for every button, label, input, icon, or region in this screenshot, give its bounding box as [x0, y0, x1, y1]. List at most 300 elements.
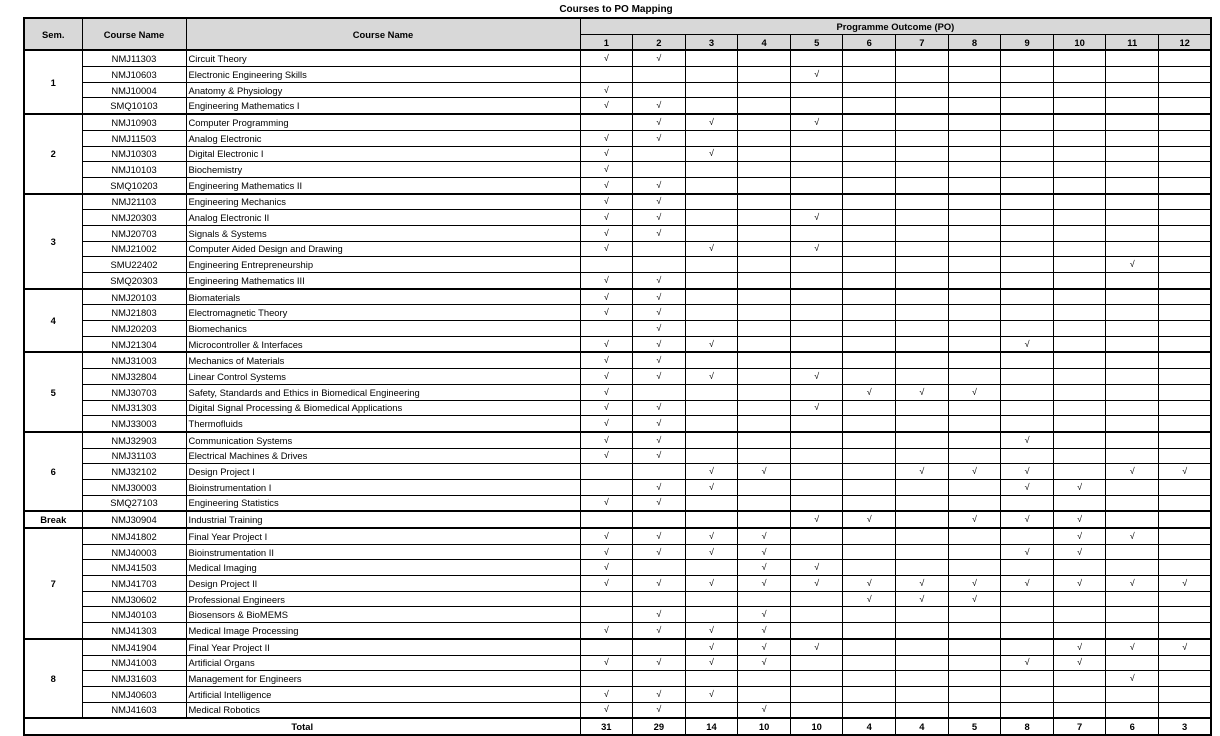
- po-cell: [1159, 369, 1212, 385]
- po-cell: [1053, 671, 1106, 687]
- po-cell: [1053, 241, 1106, 257]
- po-cell: [1159, 623, 1212, 639]
- po-cell: [1106, 146, 1159, 162]
- po-cell: [1106, 702, 1159, 718]
- po-cell: [790, 495, 843, 511]
- po-cell: [1159, 560, 1212, 576]
- total-value: 4: [896, 718, 949, 735]
- po-cell: [685, 67, 738, 83]
- tick-mark: √: [633, 289, 686, 305]
- tick-mark: √: [790, 400, 843, 416]
- po-cell: [1053, 432, 1106, 448]
- po-cell: [1159, 511, 1212, 528]
- po-cell: [1053, 257, 1106, 273]
- po-cell: [790, 416, 843, 432]
- course-code-cell: NMJ10303: [82, 146, 186, 162]
- table-row: [24, 210, 1211, 226]
- course-name-cell: Medical Image Processing: [186, 623, 580, 639]
- po-cell: [843, 130, 896, 146]
- tick-mark: √: [633, 528, 686, 544]
- course-code-cell: NMJ32804: [82, 369, 186, 385]
- po-cell: [1001, 194, 1054, 210]
- total-value: 7: [1053, 718, 1106, 735]
- po-cell: [1106, 607, 1159, 623]
- table-row: [24, 607, 1211, 623]
- total-value: 10: [738, 718, 791, 735]
- po-cell: [948, 369, 1001, 385]
- tick-mark: √: [580, 82, 633, 98]
- po-cell: [738, 177, 791, 193]
- po-cell: [843, 289, 896, 305]
- po-cell: [896, 495, 949, 511]
- course-name-cell: Design Project I: [186, 464, 580, 480]
- po-cell: [790, 130, 843, 146]
- total-value: 5: [948, 718, 1001, 735]
- tick-mark: √: [580, 384, 633, 400]
- po-cell: [1001, 671, 1054, 687]
- semester-cell: 6: [24, 432, 82, 511]
- po-cell: [738, 130, 791, 146]
- po-cell: [633, 67, 686, 83]
- po-cell: [896, 544, 949, 560]
- po-cell: [1159, 114, 1212, 130]
- table-row: [24, 336, 1211, 352]
- po-cell: [1053, 623, 1106, 639]
- po-cell: [685, 702, 738, 718]
- tick-mark: √: [633, 544, 686, 560]
- po-cell: [1053, 67, 1106, 83]
- po-cell: [1053, 210, 1106, 226]
- tick-mark: √: [1001, 655, 1054, 671]
- po-cell: [1106, 384, 1159, 400]
- po-cell: [896, 352, 949, 368]
- course-code-cell: NMJ41904: [82, 639, 186, 655]
- course-name-cell: Anatomy & Physiology: [186, 82, 580, 98]
- po-cell: [948, 225, 1001, 241]
- po-number-header: 2: [633, 34, 686, 50]
- tick-mark: √: [790, 210, 843, 226]
- po-cell: [633, 146, 686, 162]
- po-cell: [896, 369, 949, 385]
- po-cell: [1159, 384, 1212, 400]
- po-cell: [738, 479, 791, 495]
- total-value: 31: [580, 718, 633, 735]
- po-cell: [843, 560, 896, 576]
- po-cell: [1106, 369, 1159, 385]
- tick-mark: √: [580, 273, 633, 289]
- course-code-cell: NMJ20303: [82, 210, 186, 226]
- tick-mark: √: [633, 321, 686, 337]
- tick-mark: √: [896, 591, 949, 607]
- po-cell: [948, 82, 1001, 98]
- po-number-header: 8: [948, 34, 1001, 50]
- po-cell: [896, 177, 949, 193]
- tick-mark: √: [1106, 464, 1159, 480]
- po-cell: [948, 448, 1001, 464]
- po-cell: [790, 479, 843, 495]
- total-value: 6: [1106, 718, 1159, 735]
- po-cell: [685, 495, 738, 511]
- po-cell: [1159, 146, 1212, 162]
- tick-mark: √: [580, 194, 633, 210]
- po-cell: [896, 416, 949, 432]
- tick-mark: √: [633, 369, 686, 385]
- po-cell: [685, 400, 738, 416]
- tick-mark: √: [1053, 655, 1106, 671]
- po-cell: [896, 114, 949, 130]
- po-cell: [1106, 686, 1159, 702]
- po-cell: [1053, 464, 1106, 480]
- po-cell: [580, 67, 633, 83]
- tick-mark: √: [580, 177, 633, 193]
- course-code-cell: SMQ10203: [82, 177, 186, 193]
- po-cell: [738, 511, 791, 528]
- po-cell: [948, 289, 1001, 305]
- po-cell: [896, 528, 949, 544]
- table-body: [24, 50, 1211, 735]
- po-number-header: 12: [1159, 34, 1212, 50]
- tick-mark: √: [633, 273, 686, 289]
- po-cell: [685, 448, 738, 464]
- table-row: [24, 177, 1211, 193]
- po-cell: [1159, 416, 1212, 432]
- po-number-header: 4: [738, 34, 791, 50]
- tick-mark: √: [1106, 257, 1159, 273]
- tick-mark: √: [580, 416, 633, 432]
- tick-mark: √: [1106, 576, 1159, 592]
- po-cell: [738, 225, 791, 241]
- po-cell: [1159, 655, 1212, 671]
- table-row: [24, 464, 1211, 480]
- po-cell: [633, 162, 686, 178]
- tick-mark: √: [685, 528, 738, 544]
- tick-mark: √: [948, 384, 1001, 400]
- course-name-cell: Bioinstrumentation II: [186, 544, 580, 560]
- tick-mark: √: [738, 655, 791, 671]
- po-cell: [948, 400, 1001, 416]
- course-code-cell: NMJ10603: [82, 67, 186, 83]
- po-cell: [738, 369, 791, 385]
- tick-mark: √: [685, 576, 738, 592]
- po-cell: [738, 146, 791, 162]
- po-number-header: 7: [896, 34, 949, 50]
- po-cell: [896, 273, 949, 289]
- tick-mark: √: [633, 495, 686, 511]
- tick-mark: √: [580, 352, 633, 368]
- semester-cell: 1: [24, 50, 82, 114]
- tick-mark: √: [685, 146, 738, 162]
- po-cell: [1106, 241, 1159, 257]
- po-cell: [948, 671, 1001, 687]
- po-cell: [738, 591, 791, 607]
- semester-cell: 3: [24, 194, 82, 289]
- po-cell: [843, 416, 896, 432]
- po-cell: [896, 305, 949, 321]
- semester-cell: 5: [24, 352, 82, 431]
- tick-mark: √: [580, 655, 633, 671]
- tick-mark: √: [1106, 528, 1159, 544]
- po-cell: [1159, 591, 1212, 607]
- course-code-cell: NMJ31603: [82, 671, 186, 687]
- po-cell: [685, 194, 738, 210]
- po-cell: [1159, 544, 1212, 560]
- course-code-cell: NMJ30703: [82, 384, 186, 400]
- sem-header: Sem.: [24, 18, 82, 50]
- po-cell: [790, 528, 843, 544]
- course-code-cell: NMJ21803: [82, 305, 186, 321]
- table-row: [24, 384, 1211, 400]
- po-cell: [1001, 289, 1054, 305]
- po-cell: [1001, 67, 1054, 83]
- po-cell: [948, 432, 1001, 448]
- po-cell: [790, 321, 843, 337]
- po-cell: [790, 257, 843, 273]
- total-value: 4: [843, 718, 896, 735]
- table-row: [24, 257, 1211, 273]
- po-cell: [790, 448, 843, 464]
- table-row: [24, 686, 1211, 702]
- po-cell: [1159, 432, 1212, 448]
- table-row: [24, 400, 1211, 416]
- po-cell: [1001, 528, 1054, 544]
- po-cell: [1053, 416, 1106, 432]
- po-cell: [1001, 560, 1054, 576]
- po-cell: [1053, 305, 1106, 321]
- po-cell: [843, 448, 896, 464]
- tick-mark: √: [738, 544, 791, 560]
- table-row: [24, 352, 1211, 368]
- tick-mark: √: [685, 479, 738, 495]
- course-code-cell: NMJ32903: [82, 432, 186, 448]
- po-cell: [948, 544, 1001, 560]
- po-cell: [790, 162, 843, 178]
- course-name-cell: Engineering Statistics: [186, 495, 580, 511]
- po-cell: [790, 273, 843, 289]
- tick-mark: √: [790, 67, 843, 83]
- po-cell: [790, 50, 843, 66]
- po-cell: [1106, 336, 1159, 352]
- po-cell: [1053, 495, 1106, 511]
- semester-cell: 2: [24, 114, 82, 193]
- tick-mark: √: [790, 369, 843, 385]
- table-row: [24, 114, 1211, 130]
- course-code-cell: NMJ20203: [82, 321, 186, 337]
- course-name-cell: Final Year Project II: [186, 639, 580, 655]
- po-cell: [1001, 384, 1054, 400]
- po-cell: [896, 194, 949, 210]
- table-row: [24, 162, 1211, 178]
- po-cell: [1159, 495, 1212, 511]
- po-cell: [580, 607, 633, 623]
- table-row: [24, 671, 1211, 687]
- table-row: [24, 495, 1211, 511]
- po-cell: [1159, 305, 1212, 321]
- po-cell: [1159, 321, 1212, 337]
- po-cell: [790, 544, 843, 560]
- course-code-cell: NMJ21103: [82, 194, 186, 210]
- table-row: [24, 702, 1211, 718]
- po-cell: [896, 336, 949, 352]
- po-cell: [1053, 225, 1106, 241]
- po-cell: [948, 655, 1001, 671]
- course-name-cell: Electronic Engineering Skills: [186, 67, 580, 83]
- po-cell: [790, 352, 843, 368]
- course-name-cell: Communication Systems: [186, 432, 580, 448]
- course-code-cell: NMJ40003: [82, 544, 186, 560]
- po-cell: [1053, 369, 1106, 385]
- po-cell: [1159, 225, 1212, 241]
- po-cell: [685, 511, 738, 528]
- po-cell: [1106, 400, 1159, 416]
- po-cell: [948, 702, 1001, 718]
- course-name-cell: Electromagnetic Theory: [186, 305, 580, 321]
- po-cell: [738, 82, 791, 98]
- po-cell: [843, 225, 896, 241]
- po-cell: [843, 273, 896, 289]
- total-label: Total: [24, 718, 580, 735]
- tick-mark: √: [633, 686, 686, 702]
- po-cell: [843, 671, 896, 687]
- po-cell: [948, 495, 1001, 511]
- table-row: [24, 289, 1211, 305]
- po-cell: [1001, 702, 1054, 718]
- po-cell: [790, 98, 843, 114]
- semester-cell: Break: [24, 511, 82, 528]
- po-cell: [1053, 352, 1106, 368]
- tick-mark: √: [633, 352, 686, 368]
- course-name-cell: Thermofluids: [186, 416, 580, 432]
- po-cell: [1159, 98, 1212, 114]
- course-code-cell: NMJ40603: [82, 686, 186, 702]
- course-name-cell: Medical Imaging: [186, 560, 580, 576]
- po-cell: [1106, 130, 1159, 146]
- po-cell: [1106, 67, 1159, 83]
- course-name-cell: Bioinstrumentation I: [186, 479, 580, 495]
- tick-mark: √: [790, 576, 843, 592]
- tick-mark: √: [738, 623, 791, 639]
- tick-mark: √: [1106, 639, 1159, 655]
- tick-mark: √: [633, 432, 686, 448]
- course-name-cell: Signals & Systems: [186, 225, 580, 241]
- course-code-cell: NMJ21304: [82, 336, 186, 352]
- po-cell: [948, 67, 1001, 83]
- po-cell: [1106, 177, 1159, 193]
- po-cell: [1106, 321, 1159, 337]
- course-name-cell: Design Project II: [186, 576, 580, 592]
- course-name-cell: Final Year Project I: [186, 528, 580, 544]
- po-cell: [633, 639, 686, 655]
- table-row: [24, 511, 1211, 528]
- po-cell: [1001, 686, 1054, 702]
- po-cell: [1159, 336, 1212, 352]
- tick-mark: √: [790, 639, 843, 655]
- tick-mark: √: [1001, 464, 1054, 480]
- po-cell: [948, 305, 1001, 321]
- po-cell: [843, 464, 896, 480]
- po-cell: [896, 607, 949, 623]
- po-cell: [1053, 98, 1106, 114]
- po-cell: [843, 50, 896, 66]
- tick-mark: √: [633, 50, 686, 66]
- po-cell: [1159, 130, 1212, 146]
- course-name-cell: Medical Robotics: [186, 702, 580, 718]
- po-cell: [843, 528, 896, 544]
- table-row: [24, 576, 1211, 592]
- po-group-header: Programme Outcome (PO): [580, 18, 1211, 34]
- course-name-cell: Linear Control Systems: [186, 369, 580, 385]
- course-name-cell: Mechanics of Materials: [186, 352, 580, 368]
- po-cell: [738, 352, 791, 368]
- po-cell: [1106, 289, 1159, 305]
- po-cell: [790, 464, 843, 480]
- course-name-cell: Digital Electronic I: [186, 146, 580, 162]
- course-name-cell: Circuit Theory: [186, 50, 580, 66]
- po-cell: [633, 591, 686, 607]
- tick-mark: √: [580, 369, 633, 385]
- tick-mark: √: [633, 448, 686, 464]
- po-cell: [948, 560, 1001, 576]
- po-cell: [1001, 369, 1054, 385]
- table-row: [24, 623, 1211, 639]
- po-cell: [685, 130, 738, 146]
- po-cell: [1159, 400, 1212, 416]
- course-code-cell: NMJ41003: [82, 655, 186, 671]
- po-cell: [1053, 591, 1106, 607]
- tick-mark: √: [580, 50, 633, 66]
- tick-mark: √: [580, 162, 633, 178]
- tick-mark: √: [580, 241, 633, 257]
- po-cell: [1053, 194, 1106, 210]
- course-code-cell: NMJ41603: [82, 702, 186, 718]
- tick-mark: √: [685, 241, 738, 257]
- po-cell: [948, 210, 1001, 226]
- po-cell: [948, 257, 1001, 273]
- po-cell: [1106, 495, 1159, 511]
- po-cell: [580, 321, 633, 337]
- po-cell: [633, 384, 686, 400]
- tick-mark: √: [685, 655, 738, 671]
- po-cell: [948, 162, 1001, 178]
- po-cell: [1001, 639, 1054, 655]
- po-cell: [1053, 273, 1106, 289]
- course-code-cell: NMJ31303: [82, 400, 186, 416]
- po-cell: [790, 336, 843, 352]
- tick-mark: √: [1001, 336, 1054, 352]
- course-name-cell: Management for Engineers: [186, 671, 580, 687]
- course-code-cell: NMJ21002: [82, 241, 186, 257]
- po-cell: [1001, 321, 1054, 337]
- po-cell: [685, 289, 738, 305]
- course-code-cell: NMJ10903: [82, 114, 186, 130]
- po-cell: [1106, 162, 1159, 178]
- po-cell: [580, 511, 633, 528]
- po-cell: [580, 257, 633, 273]
- tick-mark: √: [1053, 511, 1106, 528]
- tick-mark: √: [1001, 511, 1054, 528]
- course-name-cell: Engineering Mathematics II: [186, 177, 580, 193]
- table-row: [24, 544, 1211, 560]
- po-cell: [633, 560, 686, 576]
- po-cell: [738, 210, 791, 226]
- po-cell: [738, 273, 791, 289]
- tick-mark: √: [580, 225, 633, 241]
- po-cell: [1053, 289, 1106, 305]
- po-cell: [738, 194, 791, 210]
- po-cell: [685, 82, 738, 98]
- po-cell: [685, 305, 738, 321]
- po-cell: [1106, 655, 1159, 671]
- semester-cell: 4: [24, 289, 82, 353]
